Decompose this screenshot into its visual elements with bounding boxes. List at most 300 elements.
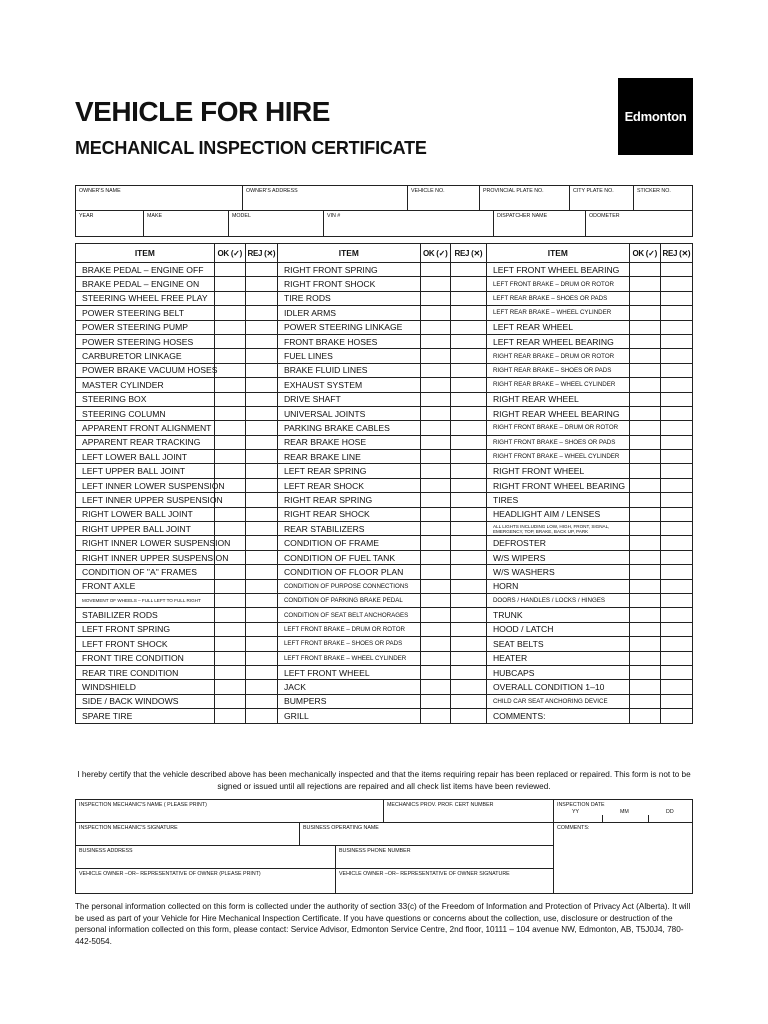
rej-checkbox[interactable] <box>660 637 692 651</box>
cert-number-field[interactable]: MECHANICS PROV. PROF. CERT NUMBER <box>384 800 554 823</box>
page-title: VEHICLE FOR HIRE <box>75 96 330 127</box>
ok-checkbox[interactable] <box>214 349 245 363</box>
rej-checkbox[interactable] <box>245 565 277 579</box>
rej-checkbox[interactable] <box>450 478 486 492</box>
rej-checkbox[interactable] <box>245 320 277 334</box>
rej-checkbox[interactable] <box>450 507 486 521</box>
rej-checkbox[interactable] <box>660 665 692 679</box>
rej-checkbox[interactable] <box>450 680 486 694</box>
ok-checkbox[interactable] <box>629 493 660 507</box>
ok-checkbox[interactable] <box>629 263 660 277</box>
ok-checkbox[interactable] <box>629 320 660 334</box>
column-header-item: ITEM <box>277 244 420 263</box>
ok-checkbox[interactable] <box>214 522 245 536</box>
ok-checkbox[interactable] <box>629 622 660 636</box>
owner-print-name-field[interactable]: VEHICLE OWNER –OR– REPRESENTATIVE OF OWNER (PLEASE PRINT) <box>76 869 336 893</box>
rej-checkbox[interactable] <box>245 435 277 449</box>
checklist-item-label: LEFT FRONT WHEEL BEARING <box>486 263 629 277</box>
ok-checkbox[interactable] <box>214 709 245 723</box>
checklist-item-label: REAR STABILIZERS <box>277 522 420 536</box>
rej-checkbox[interactable] <box>450 522 486 536</box>
rej-checkbox[interactable] <box>450 277 486 291</box>
ok-checkbox[interactable] <box>629 694 660 708</box>
checklist-item-label: RIGHT FRONT SPRING <box>277 263 420 277</box>
rej-checkbox[interactable] <box>245 334 277 348</box>
ok-checkbox[interactable] <box>629 421 660 435</box>
mechanic-signature-field[interactable]: INSPECTION MECHANIC'S SIGNATURE <box>76 823 300 846</box>
checklist-item-label: PARKING BRAKE CABLES <box>277 421 420 435</box>
rej-checkbox[interactable] <box>450 651 486 665</box>
ok-checkbox[interactable] <box>420 406 450 420</box>
ok-checkbox[interactable] <box>420 622 450 636</box>
table-row <box>76 306 693 320</box>
rej-checkbox[interactable] <box>245 694 277 708</box>
rej-checkbox[interactable] <box>245 579 277 593</box>
ok-checkbox[interactable] <box>214 637 245 651</box>
ok-checkbox[interactable] <box>214 680 245 694</box>
odometer-field[interactable]: ODOMETER <box>589 213 620 219</box>
checklist-item-label: HEATER <box>486 651 629 665</box>
rej-checkbox[interactable] <box>660 579 692 593</box>
rej-checkbox[interactable] <box>660 565 692 579</box>
table-row <box>76 536 693 550</box>
inspection-date-label: INSPECTION DATE <box>557 802 605 808</box>
ok-checkbox[interactable] <box>420 464 450 478</box>
rej-checkbox[interactable] <box>245 680 277 694</box>
rej-checkbox[interactable] <box>245 363 277 377</box>
ok-checkbox[interactable] <box>420 392 450 406</box>
rej-checkbox[interactable] <box>245 306 277 320</box>
mechanic-name-field[interactable]: INSPECTION MECHANIC'S NAME ( PLEASE PRINT) <box>76 800 384 823</box>
privacy-notice: The personal information collected on this form is collected under the authority of section 33(c) of the Freedom of Information and Protection of Privacy Act (Alberta). It will be used as part of your Vehicle for Hire Mechanical Inspection Certificate. If you have questions or concerns about the collection, use, disclosure or destruction of the personal information collected on this form, please contact: Service Advisor, Edmonton Service Centre, 2nd floor, 10111 – 104 avenue NW, Edmonton, AB, T5J0J4, 780-442-5054. <box>75 902 691 946</box>
rej-checkbox[interactable] <box>245 608 277 622</box>
checklist-item-label: STEERING COLUMN <box>76 406 215 420</box>
rej-checkbox[interactable] <box>245 406 277 420</box>
checklist-item-label: JACK <box>277 680 420 694</box>
ok-checkbox[interactable] <box>420 593 450 607</box>
ok-checkbox[interactable] <box>420 435 450 449</box>
ok-checkbox[interactable] <box>629 435 660 449</box>
checklist-item-label: IDLER ARMS <box>277 306 420 320</box>
date-divider <box>648 815 649 823</box>
ok-checkbox[interactable] <box>420 334 450 348</box>
checklist-item-label: POWER STEERING BELT <box>76 306 215 320</box>
column-header-item: ITEM <box>486 244 629 263</box>
ok-checkbox[interactable] <box>214 507 245 521</box>
rej-checkbox[interactable] <box>450 435 486 449</box>
rej-checkbox[interactable] <box>450 306 486 320</box>
checklist-item-label: ALL LIGHTS INCLUDING LOW, HIGH, FRONT, SIGNAL, EMERGENCY, TOP, BRAKE, BACK UP, PARK <box>486 522 629 536</box>
comments-field[interactable]: COMMENTS: <box>557 825 590 831</box>
checklist-item-label: DRIVE SHAFT <box>277 392 420 406</box>
checklist-item-label: RIGHT REAR SPRING <box>277 493 420 507</box>
ok-checkbox[interactable] <box>629 608 660 622</box>
ok-checkbox[interactable] <box>214 406 245 420</box>
checklist-item-label: RIGHT REAR SHOCK <box>277 507 420 521</box>
rej-checkbox[interactable] <box>660 363 692 377</box>
ok-checkbox[interactable] <box>629 565 660 579</box>
rej-checkbox[interactable] <box>660 550 692 564</box>
table-row <box>76 263 693 277</box>
checklist-item-label: RIGHT FRONT SHOCK <box>277 277 420 291</box>
ok-checkbox[interactable] <box>420 277 450 291</box>
checklist-item-label: LEFT FRONT BRAKE – DRUM OR ROTOR <box>486 277 629 291</box>
rej-checkbox[interactable] <box>450 378 486 392</box>
rej-checkbox[interactable] <box>245 709 277 723</box>
ok-checkbox[interactable] <box>214 263 245 277</box>
table-row <box>76 464 693 478</box>
rej-checkbox[interactable] <box>660 320 692 334</box>
rej-checkbox[interactable] <box>660 277 692 291</box>
table-row <box>76 593 693 607</box>
table-row <box>76 608 693 622</box>
rej-checkbox[interactable] <box>660 392 692 406</box>
rej-checkbox[interactable] <box>245 378 277 392</box>
checklist-item-label: CONDITION OF "A" FRAMES <box>76 565 215 579</box>
checklist-item-label: GRILL <box>277 709 420 723</box>
rej-checkbox[interactable] <box>450 593 486 607</box>
ok-checkbox[interactable] <box>629 709 660 723</box>
rej-checkbox[interactable] <box>245 507 277 521</box>
ok-checkbox[interactable] <box>214 665 245 679</box>
rej-checkbox[interactable] <box>660 435 692 449</box>
checklist-item-label: RIGHT REAR BRAKE – WHEEL CYLINDER <box>486 378 629 392</box>
rej-checkbox[interactable] <box>245 536 277 550</box>
ok-checkbox[interactable] <box>214 579 245 593</box>
rej-checkbox[interactable] <box>660 507 692 521</box>
rej-checkbox[interactable] <box>245 478 277 492</box>
ok-checkbox[interactable] <box>629 334 660 348</box>
table-row <box>76 478 693 492</box>
rej-checkbox[interactable] <box>660 493 692 507</box>
ok-checkbox[interactable] <box>629 536 660 550</box>
date-yy-label: YY <box>572 809 580 815</box>
ok-checkbox[interactable] <box>420 349 450 363</box>
checklist-item-label: LEFT FRONT WHEEL <box>277 665 420 679</box>
signoff-section <box>75 799 693 894</box>
rej-checkbox[interactable] <box>660 680 692 694</box>
table-row <box>76 450 693 464</box>
rej-checkbox[interactable] <box>450 565 486 579</box>
rej-checkbox[interactable] <box>660 421 692 435</box>
ok-checkbox[interactable] <box>629 478 660 492</box>
ok-checkbox[interactable] <box>629 349 660 363</box>
ok-checkbox[interactable] <box>629 378 660 392</box>
rej-checkbox[interactable] <box>660 378 692 392</box>
edmonton-logo: Edmonton <box>618 78 693 155</box>
rej-checkbox[interactable] <box>450 334 486 348</box>
ok-checkbox[interactable] <box>420 651 450 665</box>
ok-checkbox[interactable] <box>629 665 660 679</box>
inspection-date-field[interactable] <box>554 800 692 823</box>
ok-checkbox[interactable] <box>214 378 245 392</box>
rej-checkbox[interactable] <box>450 579 486 593</box>
checklist-item-label: LEFT REAR SPRING <box>277 464 420 478</box>
rej-checkbox[interactable] <box>450 392 486 406</box>
checklist-item-label: POWER STEERING PUMP <box>76 320 215 334</box>
business-name-field[interactable]: BUSINESS OPERATING NAME <box>300 823 554 846</box>
date-divider <box>602 815 603 823</box>
checklist-item-label: LEFT REAR WHEEL <box>486 320 629 334</box>
checklist-item-label: OVERALL CONDITION 1–10 <box>486 680 629 694</box>
rej-checkbox[interactable] <box>450 406 486 420</box>
checklist-item-label: REAR BRAKE HOSE <box>277 435 420 449</box>
checklist-item-label: FRONT AXLE <box>76 579 215 593</box>
checklist-item-label: RIGHT REAR WHEEL <box>486 392 629 406</box>
ok-checkbox[interactable] <box>420 291 450 305</box>
rej-checkbox[interactable] <box>450 536 486 550</box>
ok-checkbox[interactable] <box>420 320 450 334</box>
checklist-item-label: RIGHT REAR BRAKE – SHOES OR PADS <box>486 363 629 377</box>
table-row <box>76 406 693 420</box>
checklist-item-label: MOVEMENT OF WHEELS – FULL LEFT TO FULL RIGHT <box>76 593 215 607</box>
rej-checkbox[interactable] <box>450 421 486 435</box>
city-plate-field[interactable]: CITY PLATE NO. <box>570 186 634 211</box>
ok-checkbox[interactable] <box>420 550 450 564</box>
rej-checkbox[interactable] <box>245 392 277 406</box>
rej-checkbox[interactable] <box>450 694 486 708</box>
checklist-item-label: STEERING WHEEL FREE PLAY <box>76 291 215 305</box>
table-row <box>76 291 693 305</box>
ok-checkbox[interactable] <box>420 522 450 536</box>
ok-checkbox[interactable] <box>629 450 660 464</box>
rej-checkbox[interactable] <box>450 622 486 636</box>
ok-checkbox[interactable] <box>214 694 245 708</box>
ok-checkbox[interactable] <box>420 565 450 579</box>
rej-checkbox[interactable] <box>660 593 692 607</box>
owners-address-field[interactable]: OWNER'S ADDRESS <box>243 186 408 211</box>
make-field[interactable]: MAKE <box>144 211 229 236</box>
business-phone-field[interactable]: BUSINESS PHONE NUMBER <box>336 846 554 869</box>
rej-checkbox[interactable] <box>245 550 277 564</box>
table-row <box>76 522 693 536</box>
rej-checkbox[interactable] <box>245 622 277 636</box>
rej-checkbox[interactable] <box>450 665 486 679</box>
checklist-item-label: LEFT INNER LOWER SUSPENSION <box>76 478 215 492</box>
rej-checkbox[interactable] <box>450 464 486 478</box>
certification-statement: I hereby certify that the vehicle described above has been mechanically inspected and that the items requiring repair has been replaced or repaired. This form is not to be signed or issued until all rejections are repaired and all check list items have been reviewed. <box>77 770 691 791</box>
ok-checkbox[interactable] <box>420 536 450 550</box>
rej-checkbox[interactable] <box>660 349 692 363</box>
rej-checkbox[interactable] <box>245 522 277 536</box>
rej-checkbox[interactable] <box>245 263 277 277</box>
ok-checkbox[interactable] <box>420 608 450 622</box>
rej-checkbox[interactable] <box>450 363 486 377</box>
rej-checkbox[interactable] <box>660 291 692 305</box>
rej-checkbox[interactable] <box>660 306 692 320</box>
vin-field[interactable]: VIN # <box>324 211 494 236</box>
ok-checkbox[interactable] <box>420 263 450 277</box>
checklist-item-label: CONDITION OF PURPOSE CONNECTIONS <box>277 579 420 593</box>
checklist-item-label: LEFT FRONT BRAKE – WHEEL CYLINDER <box>277 651 420 665</box>
checklist-item-label: RIGHT INNER UPPER SUSPENSION <box>76 550 215 564</box>
ok-checkbox[interactable] <box>629 363 660 377</box>
checklist-item-label: CONDITION OF FUEL TANK <box>277 550 420 564</box>
checklist-item-label: LEFT FRONT SHOCK <box>76 637 215 651</box>
ok-checkbox[interactable] <box>629 651 660 665</box>
checklist-item-label: SEAT BELTS <box>486 637 629 651</box>
checklist-item-label: BRAKE PEDAL – ENGINE ON <box>76 277 215 291</box>
ok-checkbox[interactable] <box>420 694 450 708</box>
vehicle-no-field[interactable]: VEHICLE NO. <box>408 186 480 211</box>
ok-checkbox[interactable] <box>214 608 245 622</box>
checklist-item-label: POWER STEERING LINKAGE <box>277 320 420 334</box>
ok-checkbox[interactable] <box>214 565 245 579</box>
ok-checkbox[interactable] <box>420 665 450 679</box>
rej-checkbox[interactable] <box>245 637 277 651</box>
ok-checkbox[interactable] <box>629 680 660 694</box>
rej-checkbox[interactable] <box>450 637 486 651</box>
rej-checkbox[interactable] <box>450 608 486 622</box>
table-header-row <box>76 244 693 263</box>
checklist-item-label: RIGHT REAR BRAKE – DRUM OR ROTOR <box>486 349 629 363</box>
ok-checkbox[interactable] <box>420 363 450 377</box>
checklist-item-label: HORN <box>486 579 629 593</box>
ok-checkbox[interactable] <box>214 622 245 636</box>
column-header-ok: OK (✓) <box>629 244 660 263</box>
ok-checkbox[interactable] <box>629 593 660 607</box>
ok-checkbox[interactable] <box>420 637 450 651</box>
ok-checkbox[interactable] <box>214 651 245 665</box>
checklist-item-label: RIGHT LOWER BALL JOINT <box>76 507 215 521</box>
checklist-item-label: APPARENT FRONT ALIGNMENT <box>76 421 215 435</box>
dispatcher-name-field[interactable]: DISPATCHER NAME <box>494 211 586 236</box>
rej-checkbox[interactable] <box>450 291 486 305</box>
checklist-item-label: LEFT LOWER BALL JOINT <box>76 450 215 464</box>
checklist-item-label: FRONT BRAKE HOSES <box>277 334 420 348</box>
rej-checkbox[interactable] <box>245 277 277 291</box>
checklist-item-label: STABILIZER RODS <box>76 608 215 622</box>
ok-checkbox[interactable] <box>629 579 660 593</box>
rej-checkbox[interactable] <box>660 694 692 708</box>
ok-checkbox[interactable] <box>420 421 450 435</box>
rej-checkbox[interactable] <box>245 421 277 435</box>
checklist-item-label: WINDSHIELD <box>76 680 215 694</box>
provincial-plate-field[interactable]: PROVINCIAL PLATE NO. <box>480 186 570 211</box>
sticker-no-field[interactable]: STICKER NO. <box>634 186 692 211</box>
ok-checkbox[interactable] <box>214 450 245 464</box>
rej-checkbox[interactable] <box>450 349 486 363</box>
rej-checkbox[interactable] <box>245 291 277 305</box>
rej-checkbox[interactable] <box>660 406 692 420</box>
checklist-item-label: W/S WASHERS <box>486 565 629 579</box>
ok-checkbox[interactable] <box>629 406 660 420</box>
ok-checkbox[interactable] <box>214 320 245 334</box>
rej-checkbox[interactable] <box>450 550 486 564</box>
table-row <box>76 392 693 406</box>
ok-checkbox[interactable] <box>629 291 660 305</box>
rej-checkbox[interactable] <box>450 493 486 507</box>
rej-checkbox[interactable] <box>245 464 277 478</box>
checklist-item-label: LEFT FRONT BRAKE – SHOES OR PADS <box>277 637 420 651</box>
ok-checkbox[interactable] <box>629 637 660 651</box>
checklist-item-label: LEFT INNER UPPER SUSPENSION <box>76 493 215 507</box>
checklist-item-label: FUEL LINES <box>277 349 420 363</box>
table-row <box>76 579 693 593</box>
ok-checkbox[interactable] <box>214 306 245 320</box>
checklist-item-label: TRUNK <box>486 608 629 622</box>
ok-checkbox[interactable] <box>214 277 245 291</box>
rej-checkbox[interactable] <box>660 263 692 277</box>
checklist-item-label: BRAKE FLUID LINES <box>277 363 420 377</box>
checklist-item-label: POWER STEERING HOSES <box>76 334 215 348</box>
table-row <box>76 694 693 708</box>
rej-checkbox[interactable] <box>660 478 692 492</box>
rej-checkbox[interactable] <box>660 622 692 636</box>
ok-checkbox[interactable] <box>629 277 660 291</box>
checklist-item-label: RIGHT FRONT WHEEL BEARING <box>486 478 629 492</box>
ok-checkbox[interactable] <box>214 334 245 348</box>
table-row <box>76 637 693 651</box>
table-row <box>76 363 693 377</box>
ok-checkbox[interactable] <box>420 450 450 464</box>
rej-checkbox[interactable] <box>450 263 486 277</box>
ok-checkbox[interactable] <box>214 464 245 478</box>
ok-checkbox[interactable] <box>629 522 660 536</box>
ok-checkbox[interactable] <box>214 593 245 607</box>
rej-checkbox[interactable] <box>450 450 486 464</box>
checklist-item-label: LEFT FRONT SPRING <box>76 622 215 636</box>
ok-checkbox[interactable] <box>420 579 450 593</box>
rej-checkbox[interactable] <box>660 536 692 550</box>
rej-checkbox[interactable] <box>450 320 486 334</box>
business-address-field[interactable]: BUSINESS ADDRESS <box>76 846 336 869</box>
ok-checkbox[interactable] <box>214 435 245 449</box>
model-field[interactable]: MODEL <box>229 211 324 236</box>
ok-checkbox[interactable] <box>629 392 660 406</box>
rej-checkbox[interactable] <box>245 593 277 607</box>
rej-checkbox[interactable] <box>660 651 692 665</box>
year-field[interactable]: YEAR <box>76 211 144 236</box>
ok-checkbox[interactable] <box>629 464 660 478</box>
table-row <box>76 709 693 723</box>
owner-signature-field[interactable]: VEHICLE OWNER –OR– REPRESENTATIVE OF OWNER SIGNATURE <box>336 869 554 893</box>
ok-checkbox[interactable] <box>214 421 245 435</box>
rej-checkbox[interactable] <box>245 450 277 464</box>
table-row <box>76 565 693 579</box>
ok-checkbox[interactable] <box>214 363 245 377</box>
ok-checkbox[interactable] <box>420 378 450 392</box>
owners-name-field[interactable]: OWNER'S NAME <box>76 186 243 211</box>
rej-checkbox[interactable] <box>660 522 692 536</box>
ok-checkbox[interactable] <box>420 493 450 507</box>
ok-checkbox[interactable] <box>420 507 450 521</box>
rej-checkbox[interactable] <box>245 651 277 665</box>
rej-checkbox[interactable] <box>660 464 692 478</box>
rej-checkbox[interactable] <box>660 608 692 622</box>
checklist-item-label: POWER BRAKE VACUUM HOSES <box>76 363 215 377</box>
column-header-ok: OK (✓) <box>214 244 245 263</box>
ok-checkbox[interactable] <box>629 507 660 521</box>
rej-checkbox[interactable] <box>660 709 692 723</box>
rej-checkbox[interactable] <box>660 450 692 464</box>
ok-checkbox[interactable] <box>214 392 245 406</box>
date-mm-label: MM <box>620 809 629 815</box>
ok-checkbox[interactable] <box>420 680 450 694</box>
ok-checkbox[interactable] <box>629 306 660 320</box>
ok-checkbox[interactable] <box>214 291 245 305</box>
ok-checkbox[interactable] <box>629 550 660 564</box>
ok-checkbox[interactable] <box>420 306 450 320</box>
rej-checkbox[interactable] <box>660 334 692 348</box>
column-header-rej: REJ (✕) <box>245 244 277 263</box>
ok-checkbox[interactable] <box>420 709 450 723</box>
rej-checkbox[interactable] <box>245 665 277 679</box>
rej-checkbox[interactable] <box>450 709 486 723</box>
ok-checkbox[interactable] <box>420 478 450 492</box>
rej-checkbox[interactable] <box>245 493 277 507</box>
rej-checkbox[interactable] <box>245 349 277 363</box>
